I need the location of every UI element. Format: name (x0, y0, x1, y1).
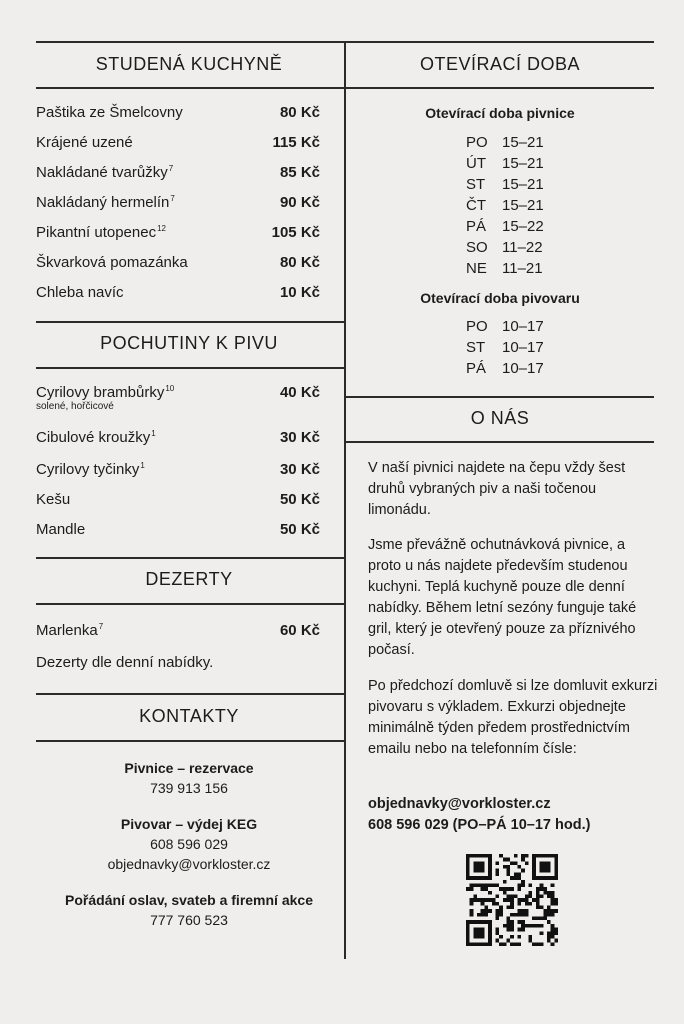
item-price: 60 Kč (279, 622, 320, 639)
allergen-note: 10 (165, 384, 175, 393)
item-price: 50 Kč (279, 491, 320, 508)
pub-hours-title: Otevírací doba pivnice (425, 105, 575, 121)
hours-day: ST (466, 176, 486, 193)
hours-day: NE (466, 260, 487, 277)
allergen-note: 12 (157, 224, 166, 233)
item-price: 30 Kč (279, 429, 320, 446)
allergen-note: 7 (170, 194, 175, 203)
brewery-phone: 608 596 029 (150, 836, 228, 852)
hours-time: 10–17 (502, 318, 544, 335)
item-name: Chleba navíc (36, 284, 124, 301)
hours-day: ČT (466, 197, 486, 214)
hours-day: PO (466, 134, 488, 151)
hours-day: SO (466, 239, 488, 256)
about-paragraph-3: Po předchozí domluvě si lze domluvit exkurzi pivovaru s výkladem. Exkurzi objednejte minimálně týden předem prostřednictvím emailu nebo na telefonním čísle: (368, 678, 658, 757)
desserts-top-rule (36, 557, 344, 559)
item-name: Cyrilovy brambůrky$^{10}$ (36, 384, 175, 401)
brewery-keg-label: Pivovar – výdej KEG (120, 816, 258, 832)
hours-row (466, 360, 544, 377)
desserts-rule (36, 603, 344, 605)
hours-time: 15–21 (502, 155, 544, 172)
about-email: objednavky@vorkloster.cz (368, 796, 551, 812)
hours-day: ÚT (466, 155, 486, 172)
hours-time: 10–17 (502, 360, 544, 377)
contacts-title: KONTAKTY (139, 706, 239, 726)
item-price: 10 Kč (279, 284, 320, 301)
hours-row (466, 339, 544, 356)
hours-time: 15–21 (502, 134, 544, 151)
snacks-rule (36, 367, 344, 369)
contacts-rule (36, 740, 344, 742)
cold-kitchen-title: STUDENÁ KUCHYNĚ (95, 54, 283, 74)
item-price: 80 Kč (279, 104, 320, 121)
item-price: 30 Kč (279, 461, 320, 478)
hours-time: 15–21 (502, 197, 544, 214)
hours-row (466, 239, 543, 256)
opening-hours-title: OTEVÍRACÍ DOBA (419, 54, 581, 74)
about-paragraph-2: Jsme převážně ochutnávková pivnice, a proto u nás najdete především studenou kuchyni. Teplá kuchyně pouze dle denní nabídky. Během letní sezóny funguje také gril, který je otevřený pouze za příznivého počasí. (368, 537, 637, 658)
item-name: Marlenka$^7$ (36, 622, 104, 639)
item-variants: solené, hořčicové (36, 401, 114, 412)
item-price: 50 Kč (279, 521, 320, 538)
snacks-top-rule (36, 321, 344, 323)
item-name: Škvarková pomazánka (36, 254, 188, 271)
desserts-title: DEZERTY (145, 569, 233, 589)
hours-row (466, 218, 544, 235)
pub-phone: 739 913 156 (150, 780, 228, 796)
pub-reservation-label: Pivnice – rezervace (124, 760, 254, 776)
qr-code[interactable] (466, 854, 558, 946)
contacts-top-rule (36, 693, 344, 695)
item-price: 85 Kč (279, 164, 320, 181)
hours-row (466, 318, 544, 335)
hours-time: 15–22 (502, 218, 544, 235)
about-phone: 608 596 029 (PO–PÁ 10–17 hod.) (368, 817, 591, 833)
item-price: 115 Kč (272, 134, 320, 151)
hours-day: PO (466, 318, 488, 335)
hours-row (466, 176, 544, 193)
item-name: Paštika ze Šmelcovny (36, 104, 183, 121)
hours-time: 11–21 (502, 260, 543, 277)
item-name: Nakládané tvarůžky$^7$ (36, 164, 174, 181)
item-price: 90 Kč (279, 194, 320, 211)
about-rule (344, 441, 654, 443)
item-name: Kešu (36, 491, 71, 508)
column-divider (344, 41, 346, 959)
cold-kitchen-rule (36, 87, 344, 89)
opening-hours-rule (344, 87, 654, 89)
hours-day: PÁ (466, 218, 487, 235)
hours-row (466, 197, 544, 214)
allergen-note: 1 (140, 461, 145, 470)
about-top-rule (344, 396, 654, 398)
hours-day: PÁ (466, 360, 487, 377)
allergen-note: 1 (151, 429, 156, 438)
item-name: Mandle (36, 521, 86, 538)
hours-time: 11–22 (502, 239, 543, 256)
allergen-note: 7 (98, 622, 104, 631)
brewery-hours-title: Otevírací doba pivovaru (420, 290, 580, 306)
about-paragraph-1: V naší pivnici najdete na čepu vždy šest druhů vybraných piv a naši točenou limonádu. (368, 460, 626, 518)
allergen-note: 7 (168, 164, 174, 173)
hours-row (466, 260, 543, 277)
item-name: Pikantní utopenec$^{12}$ (36, 224, 166, 241)
item-name: Dezerty dle denní nabídky. (36, 654, 214, 671)
hours-time: 15–21 (502, 176, 544, 193)
item-name: Krájené uzené (36, 134, 133, 151)
events-phone: 777 760 523 (150, 912, 228, 928)
brewery-email: objednavky@vorkloster.cz (107, 856, 271, 872)
hours-row (466, 155, 544, 172)
hours-day: ST (466, 339, 486, 356)
item-name: Nakládaný hermelín$^7$ (36, 194, 175, 211)
events-label: Pořádání oslav, svateb a firemní akce (65, 892, 313, 908)
hours-row (466, 134, 544, 151)
item-name: Cibulové kroužky$^1$ (36, 429, 156, 446)
item-price: 80 Kč (279, 254, 320, 271)
item-name: Cyrilovy tyčinky$^1$ (36, 461, 145, 478)
item-price: 40 Kč (279, 384, 320, 401)
item-price: 105 Kč (271, 224, 320, 241)
about-title: O NÁS (470, 408, 530, 428)
snacks-title: POCHUTINY K PIVU (100, 333, 278, 353)
hours-time: 10–17 (502, 339, 544, 356)
